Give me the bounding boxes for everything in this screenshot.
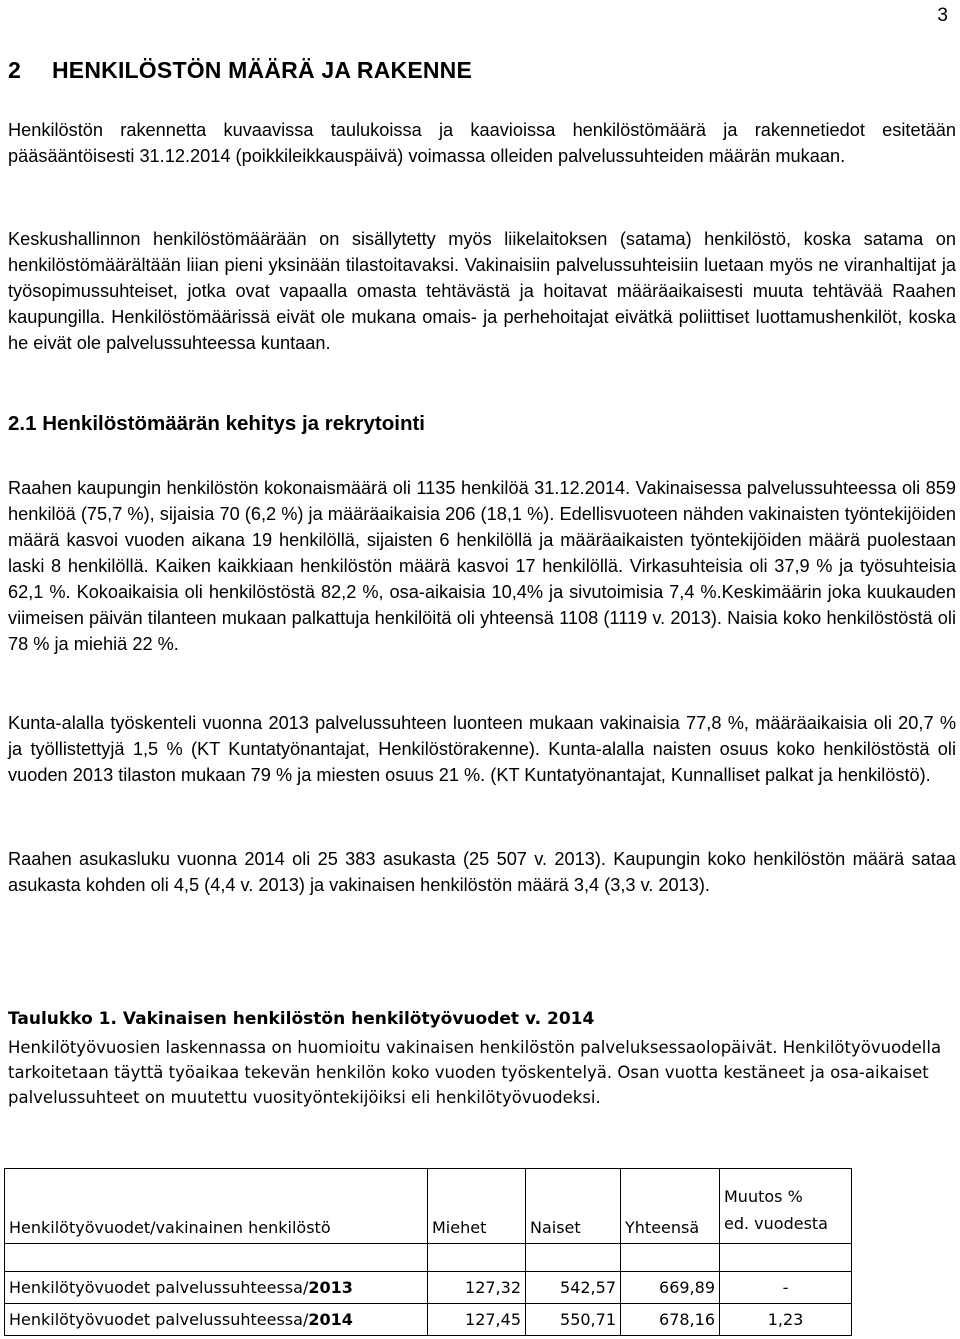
row-label-year: 2013 [308,1278,353,1297]
row-label [5,1304,428,1336]
row-label-year: 2014 [308,1310,353,1329]
scope-paragraph: Keskushallinnon henkilöstömäärään on sisällytetty myös liikelaitoksen (satama) henkilöstö, koska satama on henkilöstömäärältään liian pieni yksinään tilastoitavaksi. Vakinaisiin palvelussuhteisiin luetaan myös ne viranhaltijat ja työsopimussuhteiset, jotka ovat vapaalla omasta tehtävästä ja hoitavat määräaikaisesti muuta tehtävää Raahen kaupungilla. Henkilöstömäärissä eivät ole mukana omais- ja perhehoitajat eivätkä poliittiset luottamushenkilöt, koska he eivät ole palvelussuhteessa kuntaan. [8,229,956,353]
table-header-row [5,1169,852,1244]
headcount-paragraph: Raahen kaupungin henkilöstön kokonaismäärä oli 1135 henkilöä 31.12.2014. Vakinaisessa palvelussuhteessa oli 859 henkilöä (75,7 %), sijaisia 70 (6,2 %) ja määräaikaisia 206 (18,1 %). Edellisvuoteen nähden vakinaisten työntekijöiden määrä kasvoi vuoden aikana 19 henkilöllä, sijaisten 6 henkilöllä ja määräaikaisten työntekijöiden määrä puolestaan laski 8 henkilöllä. Kaiken kaikkiaan henkilöstön määrä kasvoi 17 henkilöllä. Virkasuhteisia oli 37,9 % ja työsuhteisia 62,1 %. Kokoaikaisia oli henkilöstöstä 82,2 %, osa-aikaisia 10,4% ja sivutoimisia 7,4 %.Keskimäärin joka kuukauden viimeisen päivän tilanteen mukaan palkattuja henkilöitä oli yhteensä 1108 (1119 v. 2013). Naisia koko henkilöstöstä oli 78 % ja miehiä 22 %. [8,478,956,654]
header-change-line-1: Muutos % [724,1187,803,1206]
cell-men: 127,32 [428,1272,526,1304]
table-caption: Taulukko 1. Vakinaisen henkilöstön henkilötyövuodet v. 2014 [8,1009,595,1029]
cell-women: 550,71 [526,1304,621,1336]
person-years-table [4,1168,852,1336]
row-label-prefix: Henkilötyövuodet palvelussuhteessa/ [9,1278,309,1297]
subsection-heading: 2.1 Henkilöstömäärän kehitys ja rekrytointi [8,412,425,435]
table-row [5,1304,852,1336]
population-paragraph: Raahen asukasluku vuonna 2014 oli 25 383 asukasta (25 507 v. 2013). Kaupungin koko henkilöstön määrä sataa asukasta kohden oli 4,5 (4,4 v. 2013) ja vakinaisen henkilöstön määrä 3,4 (3,3 v. 2013). [8,849,956,895]
header-change-line-2: ed. vuodesta [724,1214,828,1233]
section-title: HENKILÖSTÖN MÄÄRÄ JA RAKENNE [52,57,473,83]
cell-change: - [720,1272,852,1304]
municipal-sector-paragraph: Kunta-alalla työskenteli vuonna 2013 palvelussuhteen luonteen mukaan vakinaisia 77,8 %, määräaikaisia oli 20,7 % ja työllistettyjä 1,5 % (KT Kuntatyönantajat, Henkilöstörakenne). Kunta-alalla naisten osuus koko henkilöstöstä oli vuoden 2013 tilaston mukaan 79 % ja miesten osuus 21 %. (KT Kuntatyönantajat, Kunnalliset palkat ja henkilöstö). [8,713,956,785]
section-number: 2 [8,57,21,83]
header-total: Yhteensä [621,1169,720,1244]
header-change [720,1169,852,1244]
table-spacer-row [5,1244,852,1272]
page-number: 3 [937,5,948,26]
section-heading [8,57,472,84]
cell-women: 542,57 [526,1272,621,1304]
row-label [5,1272,428,1304]
header-women: Naiset [526,1169,621,1244]
cell-change: 1,23 [720,1304,852,1336]
row-label-prefix: Henkilötyövuodet palvelussuhteessa/ [9,1310,309,1329]
table-description: Henkilötyövuosien laskennassa on huomioitu vakinaisen henkilöstön palveluksessaolopäivät. Henkilötyövuodella tarkoitetaan täyttä työaikaa tekevän henkilön koko vuoden työskentelyä. Osan vuotta kestäneet ja osa-aikaiset palvelussuhteet on muutettu vuosityöntekijöiksi eli henkilötyövuodeksi. [8,1038,942,1107]
table-row [5,1272,852,1304]
cell-total: 669,89 [621,1272,720,1304]
cell-total: 678,16 [621,1304,720,1336]
cell-men: 127,45 [428,1304,526,1336]
intro-paragraph: Henkilöstön rakennetta kuvaavissa taulukoissa ja kaavioissa henkilöstömäärä ja rakennetiedot esitetään pääsääntöisesti 31.12.2014 (poikkileikkauspäivä) voimassa olleiden palvelussuhteiden määrän mukaan. [8,120,956,166]
header-category: Henkilötyövuodet/vakinainen henkilöstö [5,1169,428,1244]
header-men: Miehet [428,1169,526,1244]
